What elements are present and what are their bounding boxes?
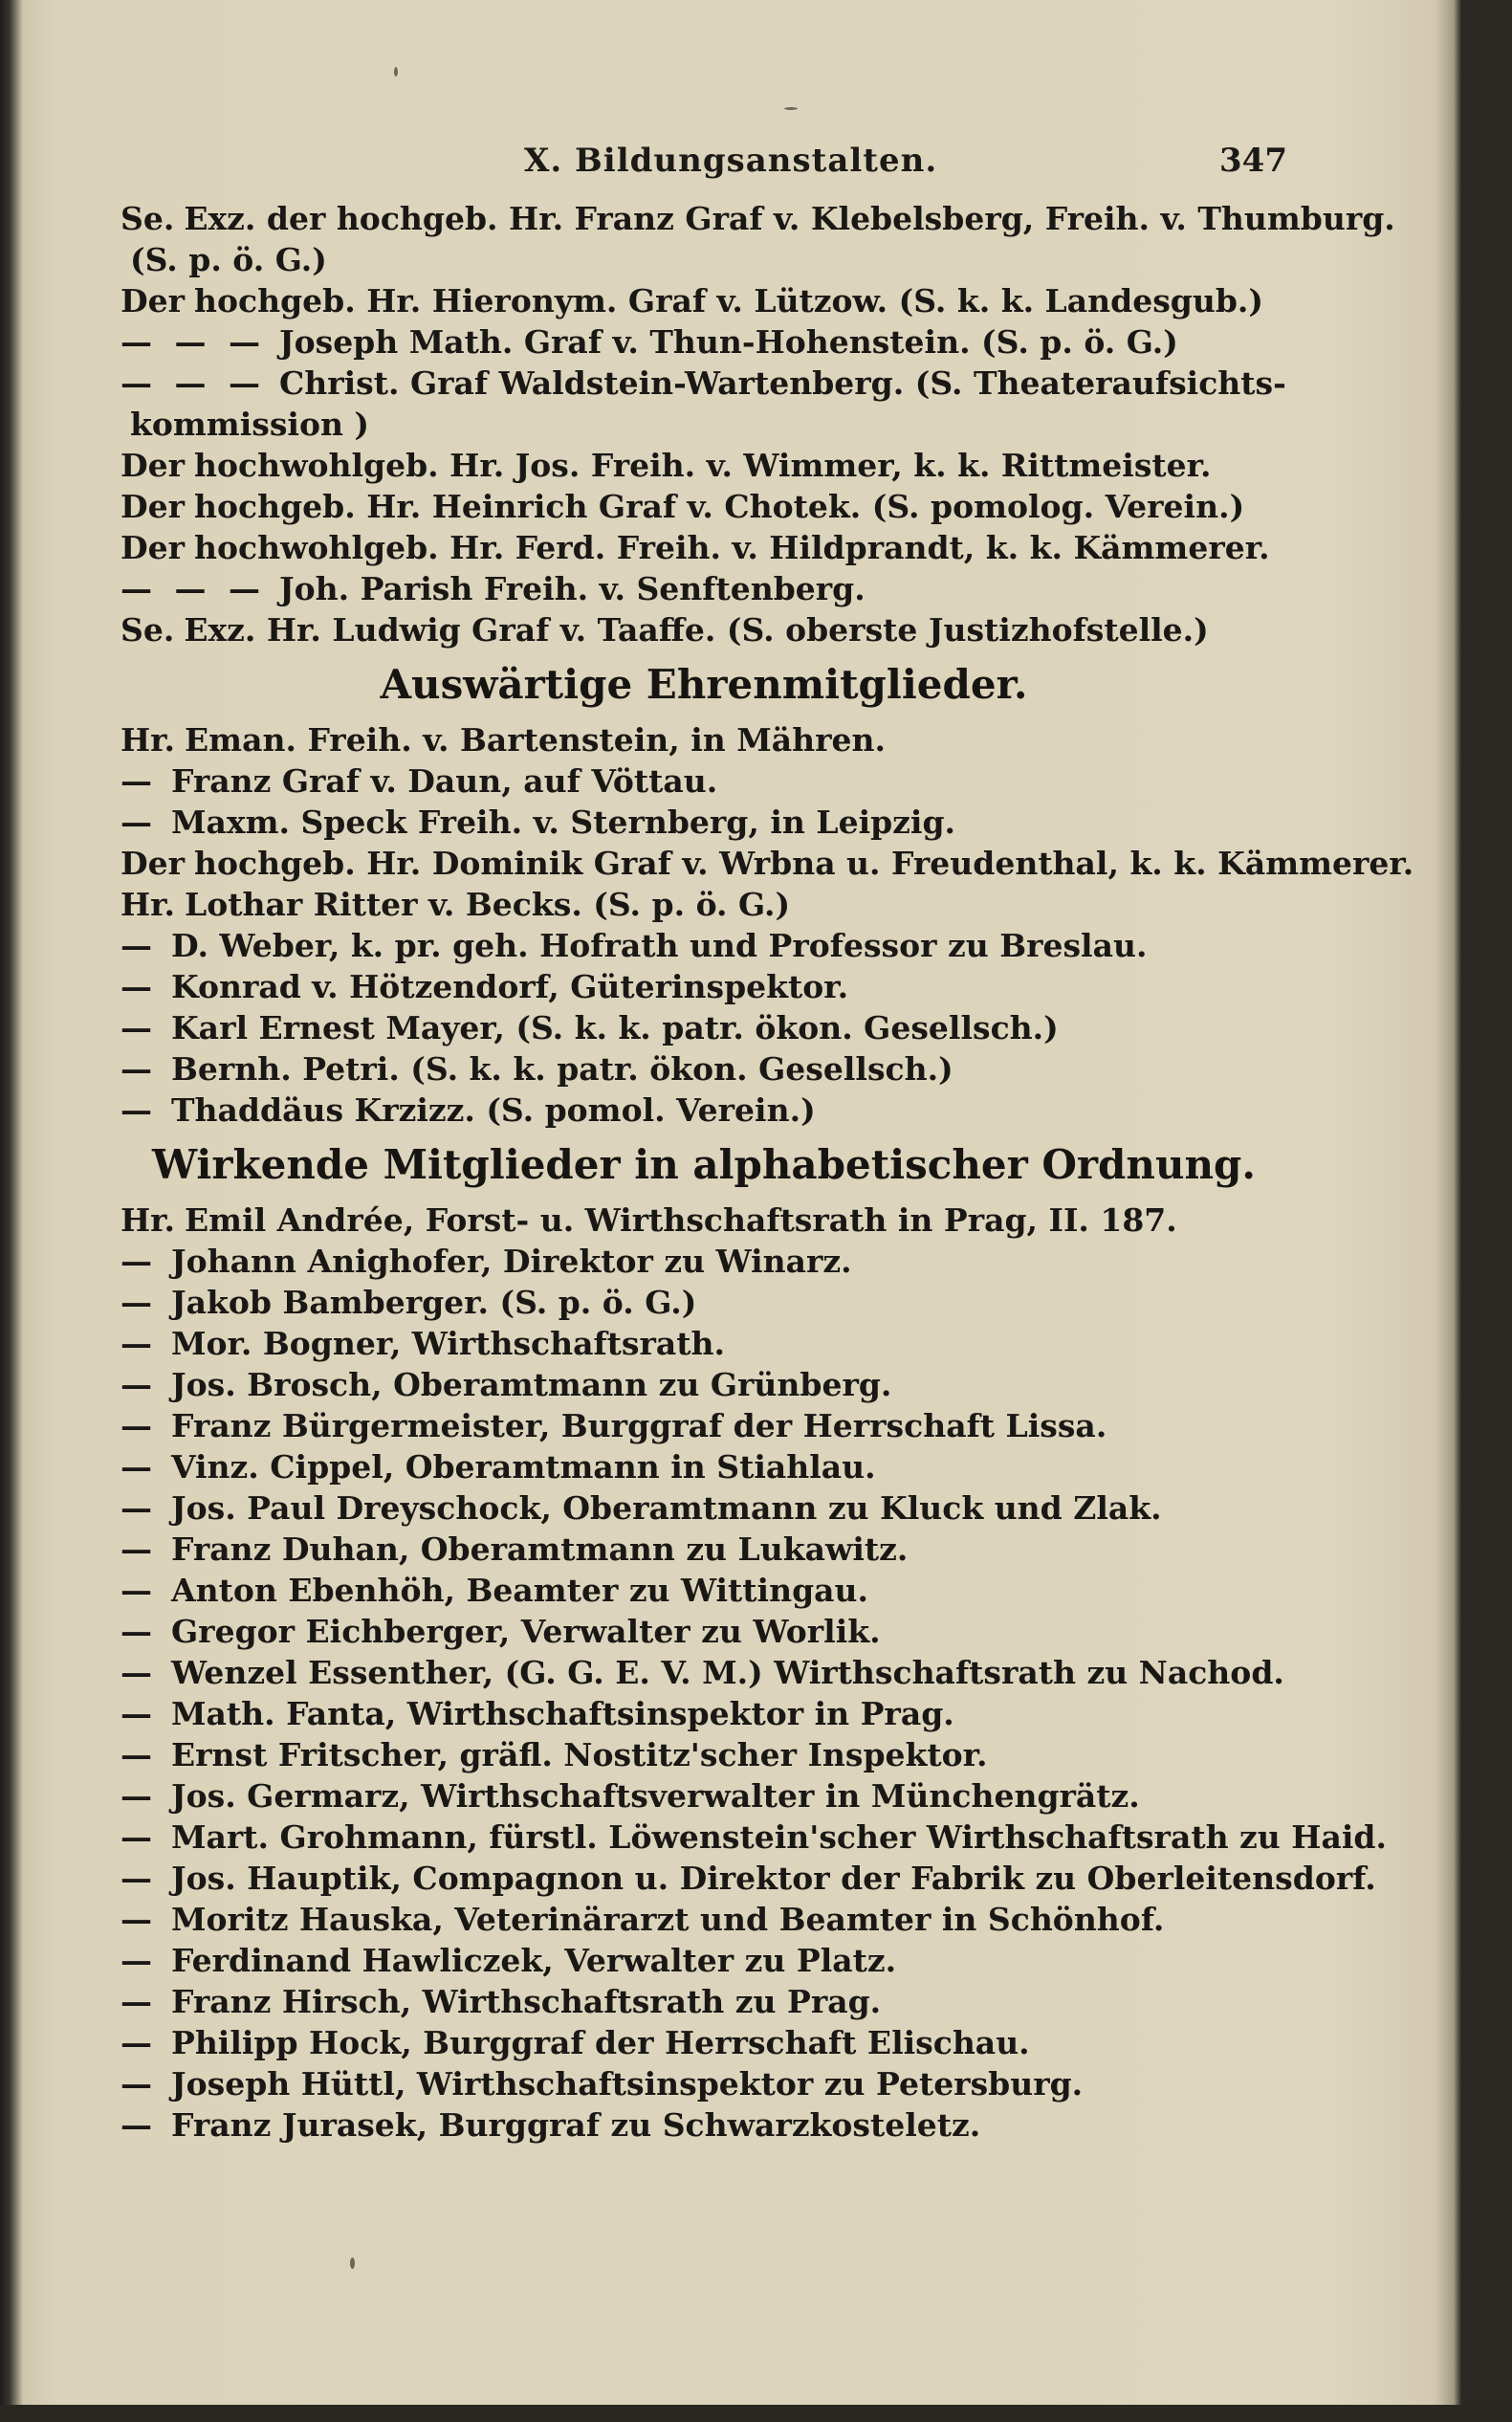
- entry-line: [121, 321, 1287, 363]
- running-header: [122, 142, 1287, 189]
- section-external-members: [121, 719, 1414, 1131]
- entry-text: Math. Fanta, Wirthschaftsinspektor in Prag.: [171, 1695, 954, 1732]
- entry-lead: — — —: [121, 323, 266, 361]
- entry-text: Lothar Ritter v. Becks. (S. p. ö. G.): [185, 886, 791, 923]
- page-number: 347: [1219, 142, 1287, 180]
- entry-lead: Der: [121, 845, 185, 882]
- entry-lead: —: [121, 1284, 158, 1321]
- entry-lead: —: [121, 1613, 158, 1650]
- paper-speck: [394, 67, 398, 77]
- entry-lead: —: [121, 1777, 158, 1815]
- entry-lead: —: [121, 1091, 158, 1129]
- entry-text: Joseph Hüttl, Wirthschaftsinspektor zu Petersburg.: [171, 2065, 1084, 2103]
- entry-line: [121, 884, 1287, 925]
- entry-lead: —: [121, 1901, 158, 1938]
- entry-line: [121, 1652, 1287, 1693]
- entry-line: [121, 843, 1414, 884]
- running-title: X. Bildungsanstalten.: [524, 142, 938, 180]
- entry-line: [121, 802, 1287, 843]
- entry-text: Jos. Paul Dreyschock, Oberamtmann zu Kluck und Zlak.: [171, 1489, 1162, 1527]
- entry-text: Eman. Freih. v. Bartenstein, in Mähren.: [185, 721, 887, 759]
- entry-text: kommission ): [130, 406, 370, 443]
- entry-lead: —: [121, 1572, 158, 1609]
- entry-line: [121, 1529, 1287, 1570]
- entry-line: [121, 760, 1287, 802]
- entry-line: [121, 1323, 1287, 1364]
- entry-line: [121, 966, 1287, 1007]
- entry-lead: —: [121, 2024, 158, 2061]
- entry-text: Vinz. Cippel, Oberamtmann in Stiahlau.: [171, 1448, 876, 1486]
- entry-text: Franz Hirsch, Wirthschaftsrath zu Prag.: [171, 1983, 882, 2020]
- entry-lead: Der: [121, 529, 185, 566]
- entry-lead: —: [121, 1009, 158, 1046]
- entry-line: [121, 1241, 1287, 1282]
- entry-text: hochwohlgeb. Hr. Ferd. Freih. v. Hildprandt, k. k. Kämmerer.: [194, 529, 1270, 566]
- entry-text: Jakob Bamberger. (S. p. ö. G.): [171, 1284, 697, 1321]
- entry-lead: Hr.: [121, 886, 176, 923]
- paper-speck: [784, 107, 798, 110]
- entry-line: [121, 1899, 1287, 1940]
- entry-lead: Hr.: [121, 1201, 176, 1239]
- entry-text: Franz Graf v. Daun, auf Vöttau.: [171, 762, 718, 800]
- entry-text: Jos. Brosch, Oberamtmann zu Grünberg.: [171, 1366, 892, 1403]
- entry-line: [121, 719, 1287, 760]
- entry-line: [121, 1693, 1287, 1734]
- entry-lead: —: [121, 1050, 158, 1088]
- entry-lead: —: [121, 1489, 158, 1527]
- scan-edge: [0, 2405, 1512, 2422]
- entry-lead: —: [121, 1366, 158, 1403]
- entry-lead: —: [121, 1530, 158, 1568]
- entry-lead: —: [121, 1654, 158, 1691]
- entry-lead: —: [121, 1695, 158, 1732]
- entry-line: [121, 1446, 1287, 1487]
- entry-lead: Der: [121, 488, 185, 525]
- entry-text: Mor. Bogner, Wirthschaftsrath.: [171, 1325, 725, 1362]
- entry-text: Thaddäus Krzizz. (S. pomol. Verein.): [171, 1091, 816, 1129]
- entry-line: [121, 1570, 1287, 1611]
- entry-text: Wenzel Essenther, (G. G. E. V. M.) Wirthschaftsrath zu Nachod.: [171, 1654, 1284, 1691]
- entry-text: Jos. Hauptik, Compagnon u. Direktor der Fabrik zu Oberleitensdorf.: [171, 1860, 1376, 1897]
- entry-text: Bernh. Petri. (S. k. k. patr. ökon. Gesellsch.): [171, 1050, 953, 1088]
- entry-lead: Hr.: [121, 721, 176, 759]
- paper-speck: [350, 2257, 355, 2269]
- entry-line: [121, 1858, 1376, 1899]
- section-honorary-members: [121, 198, 1395, 650]
- entry-line: [121, 1048, 1287, 1090]
- entry-lead: —: [121, 804, 158, 841]
- entry-line: [121, 1007, 1287, 1048]
- heading-active-members: Wirkende Mitglieder in alphabetischer Ordnung.: [151, 1141, 1256, 1188]
- entry-text: Anton Ebenhöh, Beamter zu Wittingau.: [171, 1572, 869, 1609]
- entry-text: hochgeb. Hr. Dominik Graf v. Wrbna u. Freudenthal, k. k. Kämmerer.: [194, 845, 1414, 882]
- entry-lead: —: [121, 1736, 158, 1773]
- entry-lead: —: [121, 2106, 158, 2144]
- entry-line: [121, 445, 1287, 486]
- entry-line: [121, 1734, 1287, 1775]
- entry-line: [121, 2022, 1287, 2063]
- entry-line: [121, 568, 1287, 609]
- entry-line: [121, 1816, 1387, 1858]
- entry-line: [121, 2104, 1287, 2146]
- entry-lead: —: [121, 1407, 158, 1444]
- entry-text: Christ. Graf Waldstein-Wartenberg. (S. Theateraufsichts-: [278, 364, 1286, 402]
- entry-text: Franz Bürgermeister, Burggraf der Herrschaft Lissa.: [171, 1407, 1107, 1444]
- entry-line: [121, 1940, 1287, 1981]
- entry-line: [121, 1775, 1287, 1816]
- entry-text: Maxm. Speck Freih. v. Sternberg, in Leipzig.: [171, 804, 956, 841]
- entry-text: Exz. der hochgeb. Hr. Franz Graf v. Klebelsberg, Freih. v. Thumburg.: [184, 200, 1395, 237]
- entry-text: D. Weber, k. pr. geh. Hofrath und Professor zu Breslau.: [171, 927, 1148, 964]
- entry-line: [121, 486, 1287, 527]
- entry-line: [121, 609, 1287, 650]
- entry-text: hochwohlgeb. Hr. Jos. Freih. v. Wimmer, k. k. Rittmeister.: [194, 447, 1212, 484]
- entry-lead: Der: [121, 282, 185, 319]
- entry-text: Gregor Eichberger, Verwalter zu Worlik.: [171, 1613, 881, 1650]
- entry-lead: —: [121, 1325, 158, 1362]
- entry-lead: —: [121, 1448, 158, 1486]
- entry-text: Karl Ernest Mayer, (S. k. k. patr. ökon. Gesellsch.): [171, 1009, 1059, 1046]
- entry-lead: —: [121, 1983, 158, 2020]
- entry-line: [121, 527, 1287, 568]
- entry-lead: —: [121, 1243, 158, 1280]
- entry-lead: —: [121, 762, 158, 800]
- section-active-members: [121, 1200, 1387, 2146]
- entry-line: [121, 363, 1287, 404]
- entry-text: Konrad v. Hötzendorf, Güterinspektor.: [171, 968, 849, 1005]
- entry-text: Exz. Hr. Ludwig Graf v. Taaffe. (S. oberste Justizhofstelle.): [184, 611, 1209, 649]
- entry-text: Philipp Hock, Burggraf der Herrschaft Elischau.: [171, 2024, 1030, 2061]
- entry-lead: Se.: [121, 200, 175, 237]
- entry-lead: Der: [121, 447, 185, 484]
- entry-line: [121, 1405, 1287, 1446]
- entry-line: [121, 280, 1287, 321]
- entry-line: [121, 1090, 1287, 1131]
- entry-lead: —: [121, 1942, 158, 1979]
- entry-lead: — — —: [121, 570, 266, 607]
- entry-lead: —: [121, 968, 158, 1005]
- entry-line: [121, 1364, 1287, 1405]
- entry-text: Jos. Germarz, Wirthschaftsverwalter in Münchengrätz.: [171, 1777, 1140, 1815]
- entry-lead: —: [121, 1818, 158, 1856]
- entry-text: Ferdinand Hawliczek, Verwalter zu Platz.: [171, 1942, 897, 1979]
- entry-lead: —: [121, 2065, 158, 2103]
- entry-text: Ernst Fritscher, gräfl. Nostitz'scher Inspektor.: [171, 1736, 988, 1773]
- entry-text: (S. p. ö. G.): [130, 241, 327, 278]
- entry-text: Joseph Math. Graf v. Thun-Hohenstein. (S. p. ö. G.): [278, 323, 1178, 361]
- entry-line: [121, 198, 1395, 239]
- text-body: [121, 198, 1414, 2146]
- entry-line: [121, 1611, 1287, 1652]
- heading-external-members: Auswärtige Ehrenmitglieder.: [380, 661, 1028, 708]
- entry-text: Franz Duhan, Oberamtmann zu Lukawitz.: [171, 1530, 909, 1568]
- entry-line: [121, 239, 1287, 280]
- entry-lead: — — —: [121, 364, 266, 402]
- entry-line: [121, 404, 1287, 445]
- entry-line: [121, 1200, 1287, 1241]
- entry-line: [121, 1981, 1287, 2022]
- entry-lead: —: [121, 927, 158, 964]
- entry-text: hochgeb. Hr. Heinrich Graf v. Chotek. (S. pomolog. Verein.): [194, 488, 1245, 525]
- entry-lead: Se.: [121, 611, 175, 649]
- entry-text: hochgeb. Hr. Hieronym. Graf v. Lützow. (S. k. k. Landesgub.): [194, 282, 1264, 319]
- entry-text: Johann Anighofer, Direktor zu Winarz.: [171, 1243, 852, 1280]
- entry-text: Mart. Grohmann, fürstl. Löwenstein'scher Wirthschaftsrath zu Haid.: [171, 1818, 1387, 1856]
- entry-text: Moritz Hauska, Veterinärarzt und Beamter in Schönhof.: [171, 1901, 1165, 1938]
- entry-text: Joh. Parish Freih. v. Senftenberg.: [278, 570, 866, 607]
- entry-line: [121, 2063, 1287, 2104]
- entry-line: [121, 1282, 1287, 1323]
- entry-text: Franz Jurasek, Burggraf zu Schwarzkosteletz.: [171, 2106, 981, 2144]
- entry-line: [121, 1487, 1287, 1529]
- entry-text: Emil Andrée, Forst- u. Wirthschaftsrath in Prag, II. 187.: [185, 1201, 1177, 1239]
- entry-lead: —: [121, 1860, 158, 1897]
- entry-line: [121, 925, 1287, 966]
